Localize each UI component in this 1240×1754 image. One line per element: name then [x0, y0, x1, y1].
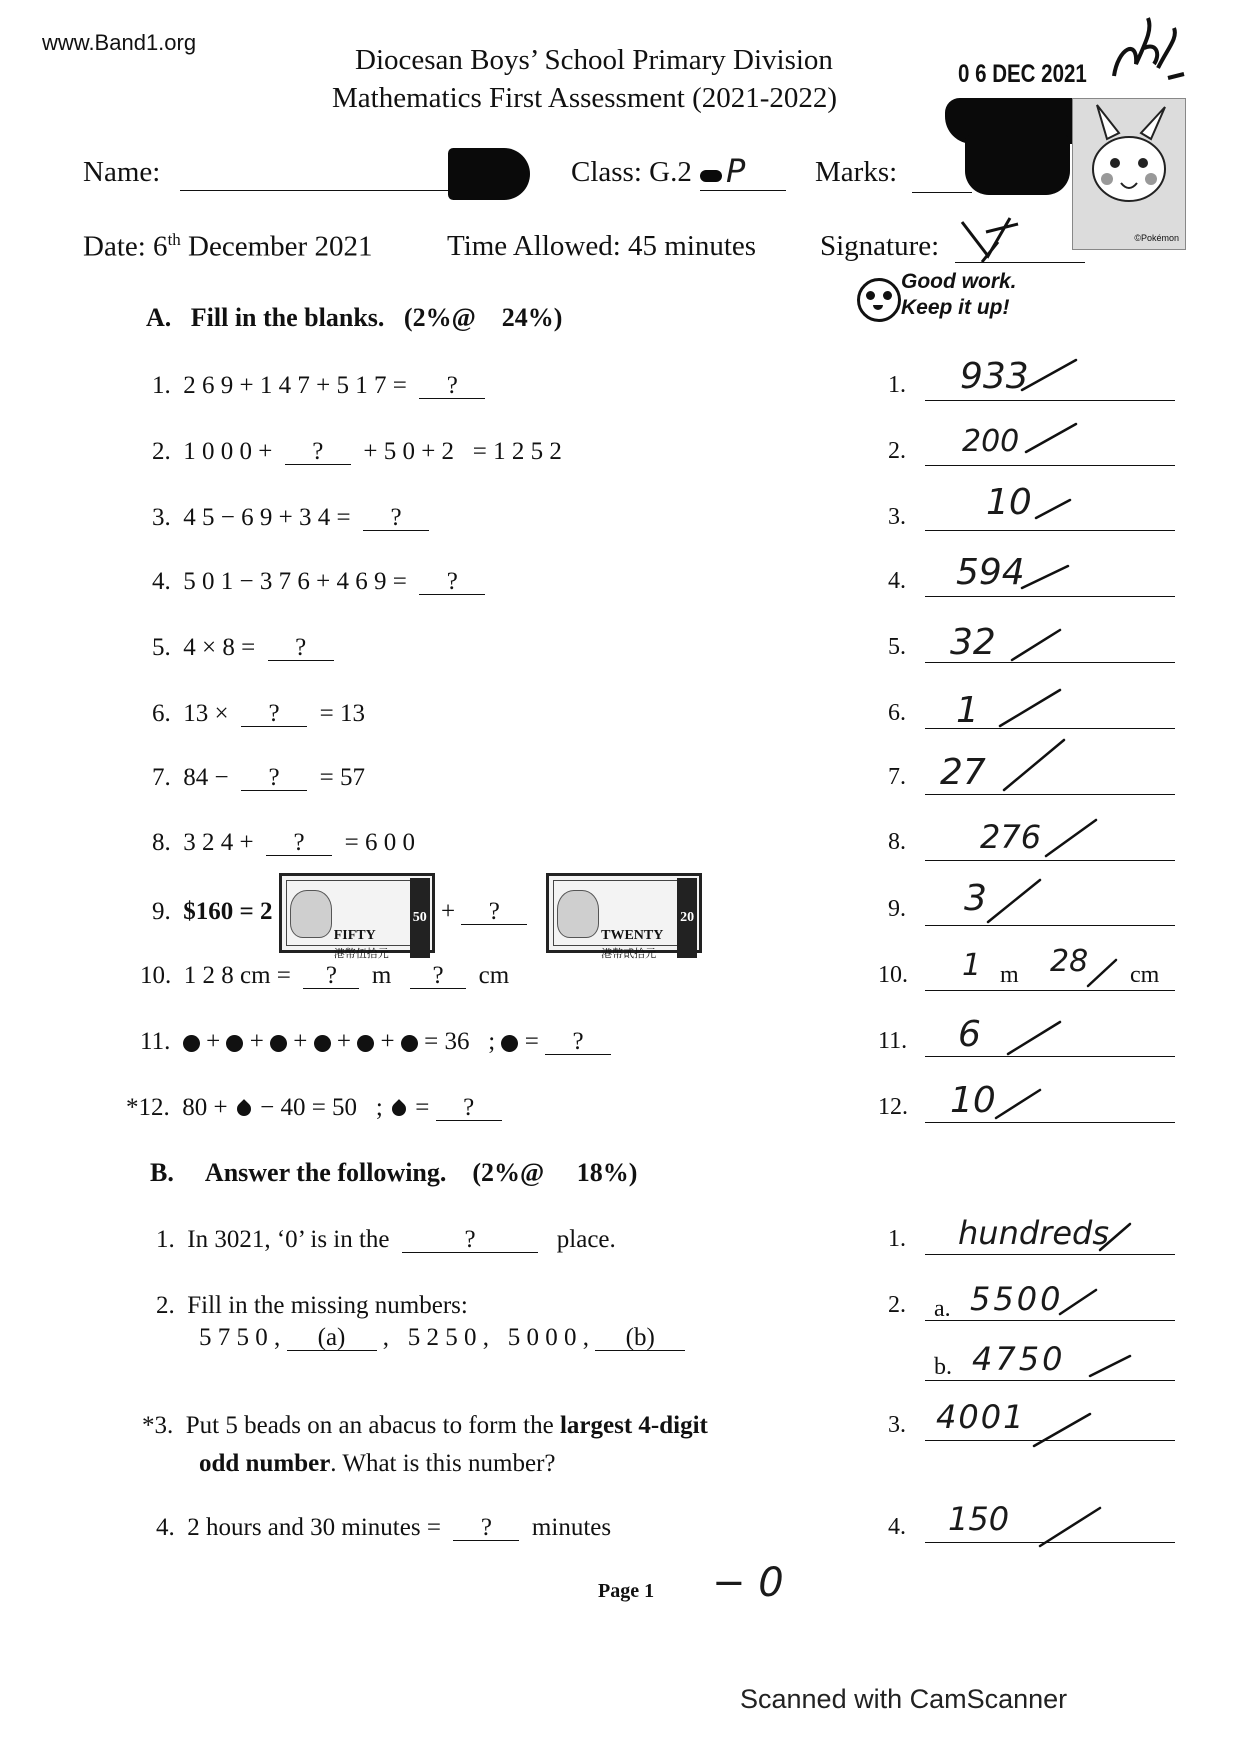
answer-a5-number: 5. — [888, 634, 906, 660]
check-mark-icon — [988, 880, 1040, 922]
answer-b3-value: 4001 — [936, 1398, 1026, 1436]
stamp-line-1: Good work. — [901, 270, 1017, 293]
scanner-watermark: Scanned with CamScanner — [740, 1684, 1068, 1714]
q-b1-text-2: place. — [556, 1226, 616, 1253]
plus-sign: + — [336, 1028, 352, 1055]
q-number: 2. — [156, 1292, 175, 1319]
redacted-marks-block — [965, 135, 1070, 195]
answer-a4-value: 594 — [956, 552, 1025, 593]
plus-sign: + — [206, 1028, 221, 1055]
class-label: Class: G.2 — [571, 156, 692, 188]
date-stamp: 0 6 DEC 2021 — [958, 60, 1087, 88]
answer-a11-value: 6 — [958, 1014, 981, 1055]
answer-b1-value: hundreds — [958, 1214, 1109, 1252]
drop-symbol-icon — [234, 1099, 254, 1119]
q-number: 7. — [152, 764, 171, 791]
q-a12-semicolon: ; — [375, 1094, 383, 1121]
deduction-note: − 0 — [712, 1560, 784, 1606]
question-a7 — [152, 764, 365, 792]
check-mark-icon — [1090, 1356, 1130, 1376]
section-b-letter: B. — [150, 1158, 174, 1187]
answer-a8-number: 8. — [888, 829, 906, 855]
note-word: FIFTY — [333, 928, 376, 944]
fifty-dollar-note — [279, 873, 435, 961]
check-mark-icon — [996, 1090, 1040, 1118]
answer-a12-number: 12. — [878, 1094, 908, 1120]
q-b2-seq-2: , 5 2 5 0 , 5 0 0 0 , — [382, 1324, 589, 1351]
q-a5-blank: ? — [268, 635, 334, 661]
question-b3-line-2 — [199, 1450, 556, 1478]
q-a3-blank: ? — [363, 505, 429, 531]
question-a5 — [152, 634, 334, 662]
plus-sign: + — [380, 1028, 395, 1055]
question-a4 — [152, 568, 485, 596]
q-b3-text-2: . What is this number? — [330, 1450, 556, 1477]
answer-a10-value-cm: 28 — [1050, 944, 1089, 979]
q-a7-expr-2: = 57 — [319, 764, 365, 791]
q-b3-text-1: Put 5 beads on an abacus to form the — [185, 1412, 560, 1439]
answer-a11-line — [925, 1056, 1175, 1057]
school-title: Diocesan Boys’ School Primary Division — [355, 44, 833, 76]
q-b4-blank: ? — [453, 1515, 519, 1541]
q-number: 8. — [152, 829, 171, 856]
question-b4 — [156, 1514, 611, 1542]
circle-symbol-icon — [183, 1035, 200, 1052]
name-label: Name: — [83, 156, 161, 188]
check-mark-icon — [1088, 960, 1116, 986]
q-number: 9. — [152, 898, 171, 925]
check-mark-icon — [1034, 1414, 1090, 1446]
question-a10 — [140, 962, 509, 990]
q-b4-text-2: minutes — [531, 1514, 612, 1541]
q-number: 6. — [152, 700, 171, 727]
answer-a1-line — [925, 400, 1175, 401]
stamp-line-2: Keep it up! — [901, 296, 1010, 319]
section-a-letter: A. — [146, 303, 172, 332]
answer-a4-line — [925, 596, 1175, 597]
answer-b2a-value: 5500 — [970, 1280, 1064, 1318]
q-a10-blank-m: ? — [303, 963, 359, 989]
question-a12 — [126, 1094, 502, 1122]
q-a9-expr-1: $160 = 2 — [183, 898, 273, 925]
q-a2-blank: ? — [285, 439, 351, 465]
q-a10-unit-m: m — [371, 962, 392, 989]
question-a2 — [152, 438, 562, 466]
answer-b2-number: 2. — [888, 1292, 906, 1318]
answer-a1-value: 933 — [960, 356, 1029, 397]
check-mark-icon — [1040, 1508, 1100, 1546]
q-number: 3. — [152, 504, 171, 531]
answer-a10-value-m: 1 — [962, 948, 982, 983]
answer-a7-number: 7. — [888, 764, 906, 790]
q-a8-blank: ? — [266, 830, 332, 856]
question-b2-sequence — [199, 1324, 685, 1352]
redacted-name — [448, 148, 530, 200]
answer-b3-number: 3. — [888, 1412, 906, 1438]
sticker-caption: ©Pokémon — [1134, 233, 1179, 243]
check-mark-icon — [1022, 360, 1076, 390]
question-a3 — [152, 504, 429, 532]
answer-a4-number: 4. — [888, 568, 906, 594]
plus-sign: + — [293, 1028, 308, 1055]
redacted-class-mark — [700, 170, 722, 182]
q-a1-blank: ? — [419, 373, 485, 399]
question-b3 — [142, 1412, 708, 1440]
circle-symbol-icon — [314, 1035, 331, 1052]
date-rest: December 2021 — [180, 230, 373, 263]
answer-b4-number: 4. — [888, 1514, 906, 1540]
teacher-signature-scribble — [1108, 8, 1188, 93]
answer-b3-line — [925, 1440, 1175, 1441]
q-a11-result: = 36 — [424, 1028, 470, 1055]
q-a7-blank: ? — [241, 765, 307, 791]
q-a4-expr: 5 0 1 − 3 7 6 + 4 6 9 = — [183, 568, 407, 595]
lion-emblem-icon — [557, 890, 599, 938]
signature-label: Signature: — [820, 230, 940, 262]
q-number: 4. — [152, 568, 171, 595]
marks-field-line — [912, 192, 972, 193]
q-a12-expr-2: − 40 = 50 — [260, 1094, 358, 1121]
note-chinese: 港幣貳拾元 — [601, 948, 657, 961]
q-a2-expr-1: 1 0 0 0 + — [183, 438, 273, 465]
q-a6-blank: ? — [241, 701, 307, 727]
q-a8-expr-1: 3 2 4 + — [183, 829, 254, 856]
answer-a10-unit-m: m — [1000, 962, 1019, 988]
answer-a10-unit-cm: cm — [1130, 962, 1160, 988]
drop-symbol-icon — [389, 1099, 409, 1119]
answer-b2b-line — [925, 1380, 1175, 1381]
date-label — [83, 230, 372, 264]
q-b3-text-bold-2: odd number — [199, 1450, 331, 1477]
question-b1 — [156, 1226, 616, 1254]
q-number: 4. — [156, 1514, 175, 1541]
q-b3-text-bold: largest 4-digit — [559, 1412, 708, 1439]
answer-a8-value: 276 — [980, 818, 1042, 856]
q-a3-expr: 4 5 − 6 9 + 3 4 = — [183, 504, 351, 531]
question-a1 — [152, 372, 485, 400]
answer-b2b-label: b. — [934, 1354, 952, 1380]
question-a11 — [140, 1028, 611, 1056]
q-a5-expr: 4 × 8 = — [183, 634, 256, 661]
q-b1-blank: ? — [402, 1227, 538, 1253]
answer-a10-line — [925, 990, 1175, 991]
class-value: P — [726, 152, 746, 190]
panda-stamp-icon — [857, 278, 901, 322]
answer-a11-number: 11. — [878, 1028, 908, 1054]
check-mark-icon — [1022, 566, 1068, 588]
answer-b1-number: 1. — [888, 1226, 906, 1252]
q-number: 11. — [140, 1028, 171, 1055]
answer-b2b-value: 4750 — [972, 1340, 1066, 1378]
note-denomination: 20 — [677, 878, 697, 958]
q-a12-blank: ? — [436, 1095, 502, 1121]
answer-a3-value: 10 — [986, 482, 1032, 523]
q-a10-expr: 1 2 8 cm = — [183, 962, 291, 989]
q-b2-blank-a: (a) — [287, 1325, 377, 1351]
answer-a3-number: 3. — [888, 504, 906, 530]
q-a11-eq: = — [524, 1028, 539, 1055]
q-number: 1. — [156, 1226, 175, 1253]
q-number: 2. — [152, 438, 171, 465]
answer-b4-value: 150 — [948, 1500, 1010, 1538]
circle-symbol-icon — [270, 1035, 287, 1052]
q-a11-semicolon: ; — [488, 1028, 496, 1055]
answer-b1-line — [925, 1254, 1175, 1255]
q-number: 5. — [152, 634, 171, 661]
section-b-title: Answer the following. — [204, 1158, 447, 1187]
circle-symbol-icon — [357, 1035, 374, 1052]
check-mark-icon — [1026, 424, 1076, 452]
q-a10-blank-cm: ? — [410, 963, 466, 989]
answer-a9-line — [925, 925, 1175, 926]
q-b2-line-1: Fill in the missing numbers: — [187, 1292, 468, 1319]
circle-symbol-icon — [501, 1035, 518, 1052]
date-suffix: th — [167, 230, 181, 249]
page-number: Page 1 — [598, 1580, 655, 1602]
answer-a6-number: 6. — [888, 700, 906, 726]
check-mark-icon — [1000, 690, 1060, 726]
answer-a10-number: 10. — [878, 962, 908, 988]
note-chinese: 港幣伍拾元 — [333, 948, 389, 961]
circle-symbol-icon — [226, 1035, 243, 1052]
twenty-dollar-note — [546, 873, 702, 961]
answer-a3-line — [925, 530, 1175, 531]
section-a-title: Fill in the blanks. — [190, 303, 385, 332]
answer-a12-line — [925, 1122, 1175, 1123]
answer-b2a-label: a. — [934, 1296, 951, 1322]
website-label: www.Band1.org — [42, 30, 197, 55]
plus-sign: + — [249, 1028, 264, 1055]
q-a12-eq: = — [415, 1094, 430, 1121]
section-a-marks: (2%@ — [403, 303, 476, 332]
assessment-title: Mathematics First Assessment (2021-2022) — [332, 82, 838, 114]
question-b2 — [156, 1292, 468, 1320]
q-a6-expr-2: = 13 — [319, 700, 365, 727]
check-mark-icon — [1046, 820, 1096, 856]
q-number: *12. — [126, 1094, 170, 1121]
answer-a2-value: 200 — [962, 424, 1020, 459]
class-field-line — [700, 190, 786, 191]
check-mark-icon — [1008, 1022, 1060, 1054]
q-a7-expr-1: 84 − — [183, 764, 229, 791]
q-a9-plus: + — [441, 898, 456, 925]
question-a9 — [152, 872, 702, 961]
section-b-marks: (2%@ — [472, 1158, 545, 1187]
q-a9-blank: ? — [461, 899, 527, 925]
answer-a2-line — [925, 465, 1175, 466]
q-b1-text-1: In 3021, ‘0’ is in the — [187, 1226, 390, 1253]
answer-a12-value: 10 — [950, 1080, 996, 1121]
check-mark-icon — [1036, 500, 1070, 518]
check-mark-icon — [1060, 1290, 1096, 1314]
question-a6 — [152, 700, 365, 728]
q-a4-blank: ? — [419, 569, 485, 595]
name-field-line — [180, 190, 450, 191]
q-a2-expr-2: + 5 0 + 2 = 1 2 5 2 — [363, 438, 562, 465]
good-work-stamp — [855, 268, 1045, 326]
answer-a9-value: 3 — [964, 878, 987, 919]
answer-b2a-line — [925, 1320, 1175, 1321]
section-a-header — [146, 303, 562, 333]
q-a12-expr-1: 80 + — [182, 1094, 228, 1121]
q-number: 1. — [152, 372, 171, 399]
answer-a2-number: 2. — [888, 438, 906, 464]
q-b4-text-1: 2 hours and 30 minutes = — [187, 1514, 441, 1541]
pokemon-sticker — [1072, 98, 1186, 250]
date-prefix: Date: 6 — [83, 230, 168, 263]
answer-a8-line — [925, 860, 1175, 861]
answer-a6-value: 1 — [956, 690, 979, 731]
answer-a1-number: 1. — [888, 372, 906, 398]
note-denomination: 50 — [410, 878, 430, 958]
q-a8-expr-2: = 6 0 0 — [344, 829, 415, 856]
parent-signature-scribble — [958, 212, 1038, 273]
q-number: *3. — [142, 1412, 174, 1439]
answer-b4-line — [925, 1542, 1175, 1543]
answer-a5-value: 32 — [950, 622, 996, 663]
note-word: TWENTY — [601, 928, 664, 944]
question-a8 — [152, 829, 415, 857]
check-mark-icon — [1012, 630, 1060, 660]
answer-a7-line — [925, 794, 1175, 795]
check-mark-icon — [1004, 740, 1064, 790]
q-b2-blank-b: (b) — [595, 1325, 685, 1351]
q-a1-expr: 2 6 9 + 1 4 7 + 5 1 7 = — [183, 372, 407, 399]
marks-label: Marks: — [815, 156, 898, 188]
lion-emblem-icon — [290, 890, 332, 938]
answer-a7-value: 27 — [940, 752, 986, 793]
circle-symbol-icon — [401, 1035, 418, 1052]
q-a6-expr-1: 13 × — [183, 700, 229, 727]
q-a11-blank: ? — [545, 1029, 611, 1055]
q-a10-unit-cm: cm — [478, 962, 510, 989]
time-allowed-label: Time Allowed: 45 minutes — [447, 230, 757, 262]
pikachu-icon — [1073, 99, 1185, 227]
q-number: 10. — [140, 962, 172, 989]
answer-a9-number: 9. — [888, 896, 906, 922]
section-a-marks-total: 24%) — [501, 303, 563, 332]
section-b-header — [150, 1158, 637, 1188]
section-b-marks-total: 18%) — [576, 1158, 638, 1187]
q-b2-seq-1: 5 7 5 0 , — [199, 1324, 281, 1351]
